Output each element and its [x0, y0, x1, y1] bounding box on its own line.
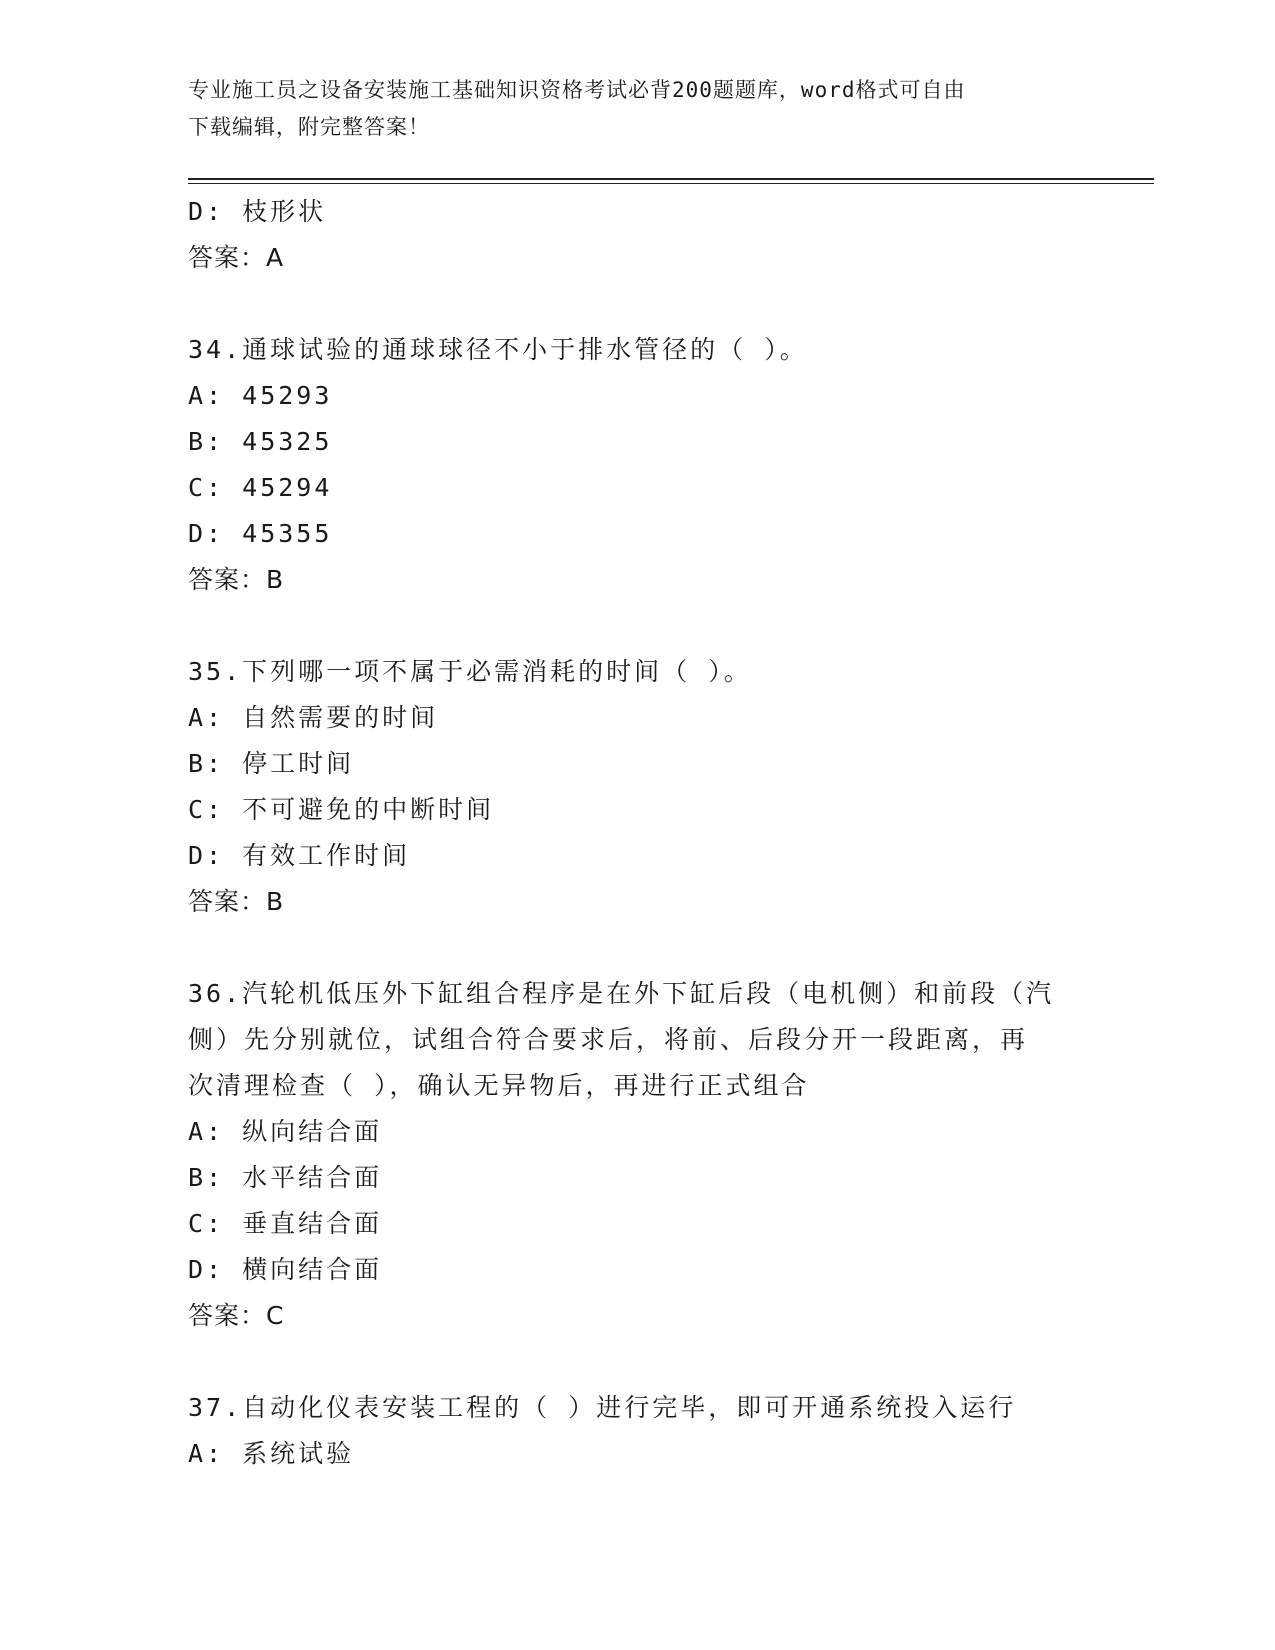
question-stem: 37.自动化仪表安装工程的（ ）进行完毕，即可开通系统投入运行 — [188, 1393, 1017, 1422]
spacer — [188, 1339, 1088, 1385]
option-a: A: 系统试验 — [188, 1439, 355, 1468]
spacer — [188, 925, 1088, 971]
answer: 答案：C — [188, 1301, 285, 1330]
question-prev — [188, 189, 1088, 281]
answer: 答案：B — [188, 887, 285, 916]
question-37 — [188, 1385, 1088, 1477]
option-a: A: 纵向结合面 — [188, 1117, 383, 1146]
question-stem: 35.下列哪一项不属于必需消耗的时间（ ）。 — [188, 657, 752, 686]
answer: 答案：A — [188, 243, 285, 272]
option-a: A: 自然需要的时间 — [188, 703, 439, 732]
question-stem: 34.通球试验的通球球径不小于排水管径的（ ）。 — [188, 335, 808, 364]
document-header — [188, 72, 1078, 146]
question-stem-line-3: 次清理检查（ ），确认无异物后，再进行正式组合 — [188, 1071, 810, 1100]
header-title-line-2: 下载编辑，附完整答案！ — [188, 115, 430, 139]
option-c: C: 不可避免的中断时间 — [188, 795, 495, 824]
question-34 — [188, 327, 1088, 603]
spacer — [188, 281, 1088, 327]
header-divider-thin — [188, 183, 1154, 184]
option-d: D: 枝形状 — [188, 197, 327, 226]
question-36 — [188, 971, 1088, 1339]
spacer — [188, 603, 1088, 649]
header-title-line-1: 专业施工员之设备安装施工基础知识资格考试必背200题题库，word格式可自由 — [188, 78, 966, 102]
question-stem-line-1: 36.汽轮机低压外下缸组合程序是在外下缸后段（电机侧）和前段（汽 — [188, 979, 1055, 1008]
header-divider-thick — [188, 178, 1154, 180]
option-d: D: 45355 — [188, 519, 333, 548]
question-list — [188, 189, 1088, 1477]
option-b: B: 停工时间 — [188, 749, 355, 778]
question-stem-line-2: 侧）先分别就位，试组合符合要求后，将前、后段分开一段距离，再 — [188, 1025, 1029, 1054]
option-a: A: 45293 — [188, 381, 333, 410]
option-b: B: 45325 — [188, 427, 333, 456]
option-c: C: 垂直结合面 — [188, 1209, 383, 1238]
option-b: B: 水平结合面 — [188, 1163, 383, 1192]
option-d: D: 横向结合面 — [188, 1255, 383, 1284]
question-35 — [188, 649, 1088, 925]
option-c: C: 45294 — [188, 473, 333, 502]
answer: 答案：B — [188, 565, 285, 594]
option-d: D: 有效工作时间 — [188, 841, 411, 870]
